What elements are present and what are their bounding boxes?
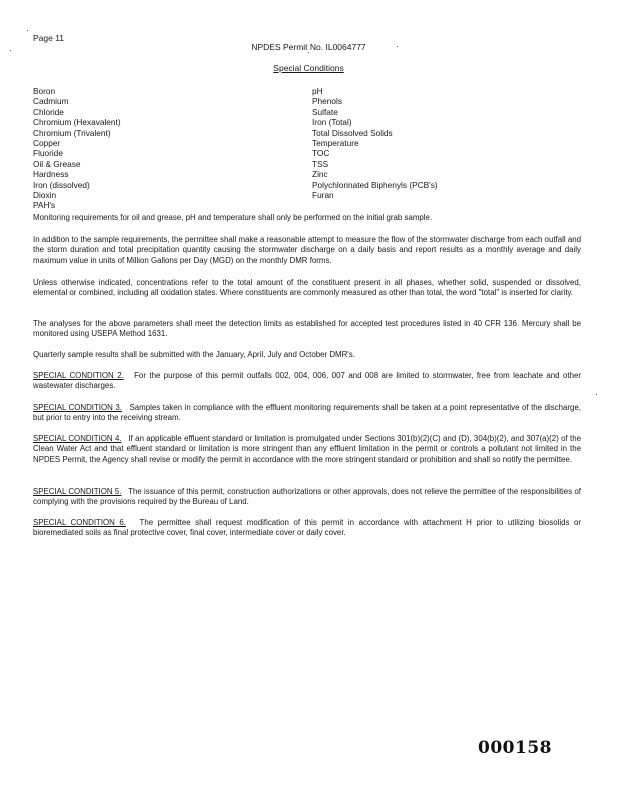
parameter-item: PAH's: [33, 200, 56, 211]
special-condition-6: [33, 518, 581, 539]
parameter-item: Chloride: [33, 106, 64, 117]
paragraph-concentrations: Unless otherwise indicated, concentrations refer to the total amount of the constituent present in all phases, whether solid, suspended or dissolved, elemental or combined, including all oxidation states. Where constituents are commonly measured as other than total, the word "total" is inserted for clarity.: [33, 278, 581, 298]
parameter-item: Iron (dissolved): [33, 179, 90, 190]
parameter-item: Fluoride: [33, 148, 63, 159]
parameter-item: Copper: [33, 138, 61, 149]
paragraph-analyses: The analyses for the above parameters shall meet the detection limits as established for accepted test procedures listed in 40 CFR 136. Mercury shall be monitored using USEPA Method 1631.: [33, 319, 581, 339]
parameter-item: Polychlorinated Biphenyls (PCB's): [312, 179, 438, 190]
parameter-item: Hardness: [33, 169, 69, 180]
parameter-item: pH: [312, 86, 323, 96]
special-condition-4: [33, 434, 581, 465]
bates-stamp: 000158: [478, 738, 552, 758]
condition-label: SPECIAL CONDITION 3.: [33, 403, 122, 412]
special-condition-3: [33, 403, 581, 424]
parameter-item: Temperature: [312, 138, 359, 149]
paragraph-flow-measurement: In addition to the sample requirements, the permittee shall make a reasonable attempt to measure the flow of the stormwater discharge from each outfall and the storm duration and total precipitation quantity causing the stormwater discharge on a daily basis and report results as a monthly average and daily maximum value in units of Million Gallons per Day (MGD) on the monthly DMR forms.: [33, 235, 581, 265]
condition-label: SPECIAL CONDITION 5.: [33, 487, 122, 496]
parameter-item: Boron: [33, 86, 56, 96]
condition-label: SPECIAL CONDITION 6.: [33, 518, 127, 527]
parameter-item: Furan: [312, 190, 334, 201]
condition-text: For the purpose of this permit outfalls 002, 004, 006, 007 and 008 are limited to stormwater, free from leachate and other wastewater discharges.: [33, 371, 581, 391]
parameter-item: Chromium (Trivalent): [33, 127, 111, 138]
parameter-item: TSS: [312, 158, 329, 169]
parameter-item: Total Dissolved Solids: [312, 127, 393, 138]
section-title: Special Conditions: [273, 63, 344, 73]
parameter-item: Dioxin: [33, 190, 57, 201]
condition-label: SPECIAL CONDITION 2.: [33, 371, 124, 380]
scan-speck: [596, 394, 597, 395]
parameter-list-left: [33, 86, 121, 211]
parameter-item: Iron (Total): [312, 117, 352, 128]
special-condition-2: [33, 371, 581, 392]
condition-text: The issuance of this permit, construction authorizations or other approvals, does not relieve the permittee of the responsibilities of complying with the provisions required by the Bureau of Land.: [33, 487, 582, 507]
parameter-item: Phenols: [312, 96, 342, 107]
parameter-item: Chromium (Hexavalent): [33, 117, 121, 128]
page-number: Page 11: [33, 33, 65, 43]
scan-speck: [397, 46, 398, 47]
scan-speck: [27, 30, 28, 31]
condition-text: The permittee shall request modification of this permit in accordance with attachment H prior to utilizing biosolids or bioremediated soils as final protective cover, final cover, intermediate cover or daily cover.: [33, 518, 582, 538]
parameter-item: Zinc: [312, 169, 328, 180]
paragraph-quarterly: Quarterly sample results shall be submitted with the January, April, July and October DMR's.: [33, 350, 355, 359]
parameter-item: Cadmium: [33, 96, 69, 107]
condition-text: If an applicable effluent standard or limitation is promulgated under Sections 301(b)(2)(C) and (D), 304(b)(2), and 307(a)(2) of the Clean Water Act and that effluent standard or limitation is more stringent than any effluent limitation in the permit or controls a pollutant not limited in the NPDES Permit, the Agency shall revise or modify the permit in accordance with the more stringent standard or prohibition and shall so notify the permittee.: [33, 434, 582, 464]
parameter-item: TOC: [312, 148, 330, 159]
condition-text: Samples taken in compliance with the effluent monitoring requirements shall be taken at a point representative of the discharge, but prior to entry into the receiving stream.: [33, 403, 582, 423]
scan-speck: [10, 50, 11, 51]
special-condition-5: [33, 487, 581, 508]
paragraph-monitoring: Monitoring requirements for oil and grease, pH and temperature shall only be performed on the initial grab sample.: [33, 213, 433, 222]
parameter-list-right: [312, 86, 438, 200]
permit-number: NPDES Permit No. IL0064777: [251, 42, 366, 52]
parameter-item: Sulfate: [312, 106, 338, 117]
condition-label: SPECIAL CONDITION 4.: [33, 434, 122, 443]
parameter-item: Oil & Grease: [33, 158, 81, 169]
scan-speck: [308, 52, 309, 53]
